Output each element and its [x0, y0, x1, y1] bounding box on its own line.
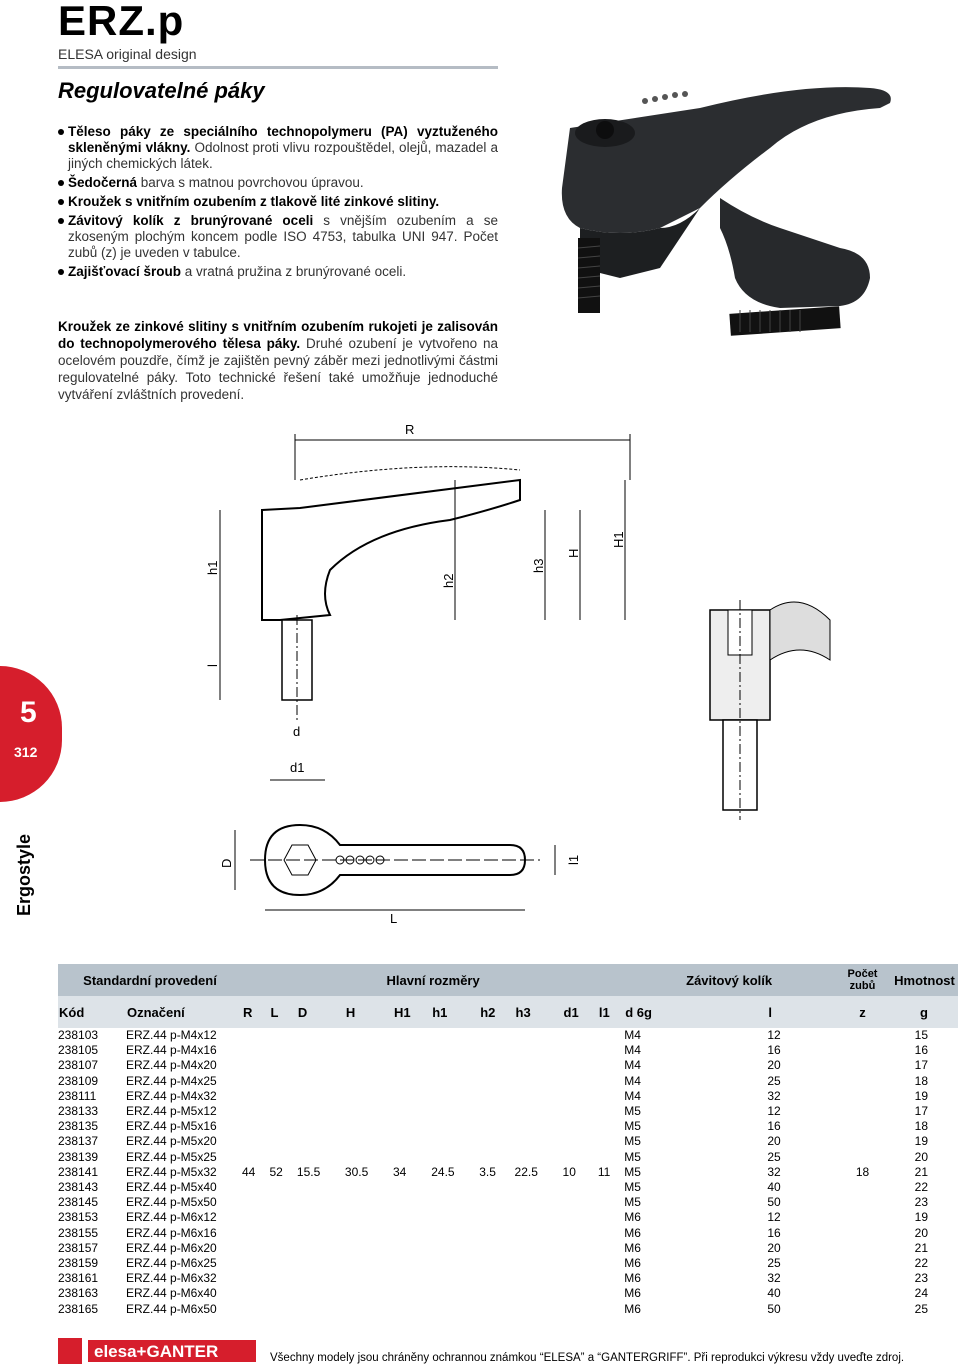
page-number: 312 — [14, 744, 38, 760]
col-header: g — [891, 996, 958, 1028]
col-header: l — [767, 996, 834, 1028]
table-cell: 21 — [914, 1240, 928, 1255]
feature-list — [58, 124, 498, 283]
table-cell: ERZ.44 p-M4x16 — [126, 1043, 217, 1058]
table-cell: ERZ.44 p-M4x20 — [126, 1058, 217, 1073]
table-cell: 238145 — [58, 1195, 99, 1210]
table-cell: 40 — [767, 1180, 781, 1195]
table-cell: 25 — [767, 1073, 781, 1088]
table-cell: 20 — [767, 1058, 781, 1073]
cell-H: 30.5 — [344, 1164, 369, 1179]
table-group-header — [58, 964, 958, 996]
col-header: h1 — [431, 996, 479, 1028]
table-cell: 19 — [914, 1134, 928, 1149]
group-header-teeth: Počet zubů — [834, 964, 891, 996]
dim-label-D: D — [219, 858, 234, 868]
table-cell: 19 — [914, 1088, 928, 1103]
table-cell: 238107 — [58, 1058, 99, 1073]
col-header: z — [834, 996, 891, 1028]
table-column-header — [58, 996, 958, 1028]
designation-column — [126, 1028, 242, 1317]
table-cell: 24 — [914, 1286, 928, 1301]
col-header: Označení — [126, 996, 242, 1028]
feature-item: Těleso páky ze speciálního technopolymeru (PA) vyztuženého skleněnými vlákny. Odolnost proti vlivu rozpouštědel, olejů, mazadel a jiných chemických látek. — [58, 124, 498, 172]
table-cell: ERZ.44 p-M5x50 — [126, 1195, 217, 1210]
dim-label-l1: l1 — [566, 854, 581, 865]
dim-label-H1: H1 — [611, 531, 626, 548]
table-cell: 238141 — [58, 1164, 99, 1179]
cell-D: 15.5 — [296, 1164, 321, 1179]
description-paragraph: Kroužek ze zinkové slitiny s vnitřním ozubením rukojeti je zalisován do technopolymerového tělesa páky. Druhé ozubení je vytvořeno na ocelovém pouzdře, čímž je zajištěn pevný záběr mezi jednotlivými částmi regulovatelné páky. Toto technické řešení také umožňuje jednoduché vytváření zvláštních provedení. — [58, 319, 498, 402]
table-cell: M6 — [624, 1225, 641, 1240]
dim-label-H: H — [566, 548, 581, 558]
table-cell: 12 — [767, 1028, 781, 1042]
table-cell: 21 — [914, 1164, 928, 1179]
feature-item: Kroužek s vnitřním ozubením z tlakově lité zinkové slitiny. — [58, 194, 498, 210]
table-cell: ERZ.44 p-M5x32 — [126, 1164, 217, 1179]
table-cell: M5 — [624, 1195, 641, 1210]
dim-label-h1: h1 — [205, 560, 220, 575]
col-header: d 6g — [624, 996, 767, 1028]
table-cell: ERZ.44 p-M6x25 — [126, 1256, 217, 1271]
weight-column — [891, 1028, 958, 1317]
table-cell: 25 — [767, 1256, 781, 1271]
table-cell: ERZ.44 p-M5x25 — [126, 1149, 217, 1164]
thread-column — [624, 1028, 767, 1317]
dim-label-L: L — [390, 911, 398, 926]
table-cell: 238135 — [58, 1119, 99, 1134]
table-cell: 238143 — [58, 1180, 99, 1195]
table-cell: 22 — [914, 1180, 928, 1195]
category-label: Ergostyle — [14, 833, 34, 916]
table-cell: 16 — [767, 1225, 781, 1240]
table-cell: M4 — [624, 1088, 641, 1103]
spec-table — [58, 964, 958, 1317]
table-cell: 238153 — [58, 1210, 99, 1225]
col-header: D — [297, 996, 345, 1028]
cell-d1: 10 — [562, 1164, 576, 1179]
table-cell: ERZ.44 p-M6x16 — [126, 1225, 217, 1240]
cell-h2: 3.5 — [479, 1164, 496, 1179]
table-cell: M5 — [624, 1119, 641, 1134]
feature-item: Zajišťovací šroub a vratná pružina z brunýrované oceli. — [58, 264, 498, 280]
table-cell: ERZ.44 p-M4x32 — [126, 1088, 217, 1103]
table-cell: 20 — [767, 1134, 781, 1149]
footer-note: Všechny modely jsou chráněny ochrannou známkou “ELESA” a “GANTERGRIFF”. Při reprodukci výkresu vždy uveďte zdroj. — [270, 1352, 905, 1364]
cell-h3: 22.5 — [514, 1164, 538, 1179]
table-cell: 238159 — [58, 1256, 99, 1271]
table-cell: ERZ.44 p-M5x40 — [126, 1180, 217, 1195]
table-cell: 238137 — [58, 1134, 99, 1149]
group-header-weight: Hmotnost — [891, 964, 958, 996]
table-cell: 50 — [767, 1195, 781, 1210]
col-header: h3 — [515, 996, 563, 1028]
col-header: H — [345, 996, 393, 1028]
table-cell: ERZ.44 p-M6x40 — [126, 1286, 217, 1301]
cell-H1: 34 — [392, 1164, 407, 1179]
col-header: h2 — [479, 996, 514, 1028]
table-cell: 23 — [914, 1271, 928, 1286]
code-column — [58, 1028, 126, 1317]
table-cell: M5 — [624, 1104, 641, 1119]
group-header-dimensions: Hlavní rozměry — [242, 964, 624, 996]
table-cell: 32 — [767, 1271, 781, 1286]
section-tab — [0, 666, 62, 802]
table-cell: 23 — [914, 1195, 928, 1210]
dim-label-R: R — [405, 422, 415, 437]
table-cell: 238111 — [58, 1088, 97, 1103]
group-header-standard: Standardní provedení — [58, 964, 242, 996]
table-cell: 17 — [914, 1104, 928, 1119]
cell-l1: 11 — [597, 1164, 611, 1179]
dim-label-d1: d1 — [290, 760, 305, 775]
table-cell: 12 — [767, 1104, 781, 1119]
technical-drawing — [190, 420, 930, 940]
table-cell: 17 — [914, 1058, 928, 1073]
table-cell: 238133 — [58, 1104, 99, 1119]
table-cell: 40 — [767, 1286, 781, 1301]
table-cell: M4 — [624, 1043, 641, 1058]
table-cell: ERZ.44 p-M6x50 — [126, 1301, 217, 1316]
table-cell: 238161 — [58, 1271, 99, 1286]
cell-L: 52 — [269, 1164, 283, 1179]
feature-item: Závitový kolík z brunýrované oceli s vnějším ozubením a se zkoseným plochým koncem podle ISO 4753, tabulka UNI 947. Počet zubů (z) je uveden v tabulce. — [58, 213, 498, 261]
table-cell: M4 — [624, 1058, 641, 1073]
table-cell: 18 — [914, 1119, 928, 1134]
table-cell: ERZ.44 p-M6x32 — [126, 1271, 217, 1286]
table-cell: ERZ.44 p-M4x25 — [126, 1073, 217, 1088]
table-cell: M5 — [624, 1180, 641, 1195]
table-cell: 238163 — [58, 1286, 99, 1301]
table-cell: 12 — [767, 1210, 781, 1225]
table-cell: 20 — [914, 1225, 928, 1240]
svg-text:elesa+GANTER: elesa+GANTER — [94, 1342, 219, 1361]
dim-label-l: l — [205, 664, 220, 667]
dim-label-h2: h2 — [441, 573, 456, 588]
table-cell: 16 — [914, 1043, 928, 1058]
col-header: L — [269, 996, 296, 1028]
col-header: l1 — [598, 996, 624, 1028]
table-cell: ERZ.44 p-M6x20 — [126, 1240, 217, 1255]
table-cell: 32 — [767, 1164, 781, 1179]
table-cell: 19 — [914, 1210, 928, 1225]
category-label-container — [14, 826, 38, 916]
table-cell: 25 — [914, 1301, 928, 1316]
table-cell: 238105 — [58, 1043, 99, 1058]
section-number: 5 — [20, 696, 37, 729]
col-header: H1 — [393, 996, 431, 1028]
table-cell: M6 — [624, 1240, 641, 1255]
cell-h1: 24.5 — [431, 1164, 455, 1179]
table-cell: 238139 — [58, 1149, 99, 1164]
table-cell: ERZ.44 p-M5x16 — [126, 1119, 217, 1134]
length-column — [767, 1028, 834, 1317]
table-cell: 50 — [767, 1301, 781, 1316]
table-cell: 22 — [914, 1256, 928, 1271]
table-cell: ERZ.44 p-M5x20 — [126, 1134, 217, 1149]
table-cell: 32 — [767, 1088, 781, 1103]
dim-label-d: d — [293, 724, 301, 739]
col-header: Kód — [58, 996, 126, 1028]
cell-z: 18 — [855, 1164, 870, 1179]
table-cell: M5 — [624, 1149, 641, 1164]
table-cell: ERZ.44 p-M6x12 — [126, 1210, 217, 1225]
table-cell: M5 — [624, 1164, 641, 1179]
product-photo — [550, 78, 920, 398]
table-cell: M6 — [624, 1286, 641, 1301]
table-body-row — [58, 1028, 958, 1317]
table-cell: ERZ.44 p-M5x12 — [126, 1104, 217, 1119]
table-cell: M4 — [624, 1028, 641, 1042]
cell-R: 44 — [242, 1164, 256, 1179]
col-header: d1 — [563, 996, 598, 1028]
table-cell: M4 — [624, 1073, 641, 1088]
table-cell: 20 — [767, 1240, 781, 1255]
header-rule — [58, 66, 498, 69]
elesa-ganter-logo — [58, 1336, 258, 1366]
table-cell: ERZ.44 p-M4x12 — [126, 1028, 217, 1042]
table-cell: M6 — [624, 1301, 641, 1316]
table-cell: 20 — [914, 1149, 928, 1164]
dim-label-h3: h3 — [531, 558, 546, 573]
table-cell: 15 — [914, 1028, 928, 1042]
table-cell: M6 — [624, 1271, 641, 1286]
feature-item: Šedočerná barva s matnou povrchovou úpravou. — [58, 175, 498, 191]
table-cell: M6 — [624, 1210, 641, 1225]
group-header-stud: Závitový kolík — [624, 964, 834, 996]
table-cell: 25 — [767, 1149, 781, 1164]
col-header: R — [242, 996, 269, 1028]
table-cell: 238165 — [58, 1301, 99, 1316]
table-cell: 238103 — [58, 1028, 99, 1042]
table-cell: 238109 — [58, 1073, 99, 1088]
table-cell: 238157 — [58, 1240, 99, 1255]
table-cell: 238155 — [58, 1225, 99, 1240]
table-cell: 16 — [767, 1119, 781, 1134]
product-subtitle: ELESA original design — [58, 46, 197, 62]
product-subheading: Regulovatelné páky — [58, 78, 265, 103]
table-cell: M5 — [624, 1134, 641, 1149]
table-cell: 18 — [914, 1073, 928, 1088]
product-title: ERZ.p — [58, 0, 185, 44]
table-cell: 16 — [767, 1043, 781, 1058]
table-cell: M6 — [624, 1256, 641, 1271]
